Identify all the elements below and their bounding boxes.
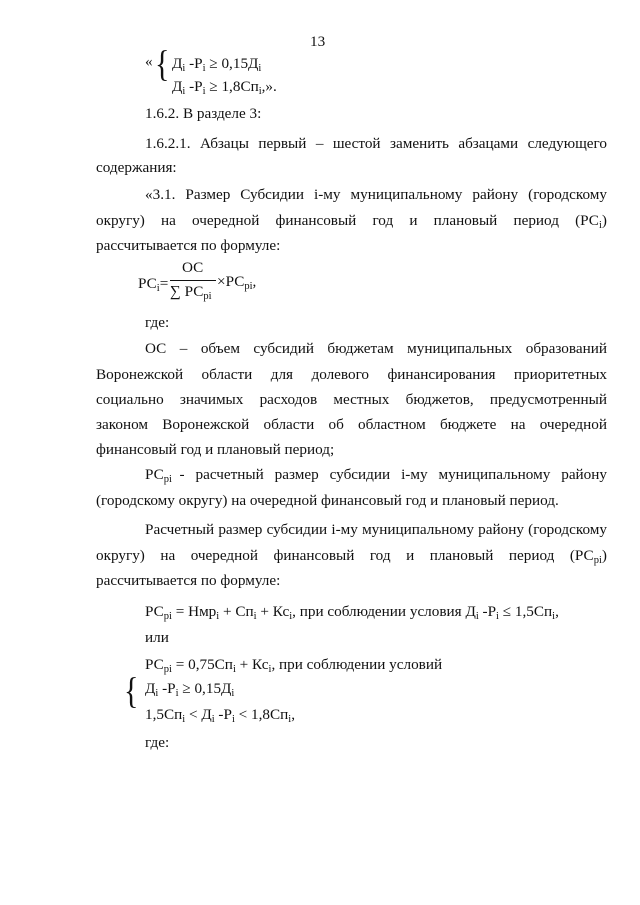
- fraction-bar: [170, 280, 216, 281]
- paragraph-calc-line: рассчитывается по формуле:: [96, 572, 281, 589]
- fraction-denominator: ∑ $РС_{pi}$: [170, 283, 212, 302]
- definition-os-line: Воронежской области для долевого финансирования приоритетных: [96, 366, 607, 383]
- open-quote: «: [145, 53, 153, 70]
- where-label: где:: [145, 314, 170, 331]
- paragraph-1-6-2-1-line: содержания:: [96, 159, 177, 176]
- or-label: или: [145, 629, 169, 646]
- formula-multiplier: $\times РС_{pi}$,: [217, 273, 257, 292]
- paragraph-3-1-line: рассчитывается по формуле:: [96, 237, 281, 254]
- paragraph-calc-line: округу) на очередной финансовый год и плановый период $(РС_{pi})$: [96, 547, 607, 566]
- definition-os-line: законом Воронежской области об областном бюджете на очередной: [96, 416, 607, 433]
- formula-2: $РС_{pi} = Нмр_i + Сп_i + Кс_i$, при соблюдении условия $Д_i$ $-P_i \le 1,5Сп_i$,: [145, 603, 559, 622]
- page-number: 13: [310, 33, 326, 50]
- paragraph-3-1-line: округу) на очередной финансовый год и плановый период $(РС_i)$: [96, 212, 607, 231]
- fraction-numerator: ОС: [182, 259, 204, 276]
- paragraph-1-6-2-1-line: 1.6.2.1. Абзацы первый – шестой заменить абзацами следующего: [145, 135, 607, 152]
- formula-lhs: $РС_i=$: [138, 275, 169, 294]
- paragraph-1-6-2: 1.6.2. В разделе 3:: [145, 105, 262, 122]
- definition-pc-line: (городскому округу) на очередной финансовый год и плановый период.: [96, 492, 559, 509]
- formula-3: $РС_{pi} = 0,75Сп_i + Кс_i$, при соблюдении условий: [145, 656, 443, 675]
- definition-os-line: ОС – объем субсидий бюджетам муниципальных образований: [145, 340, 607, 357]
- system-brace: {: [155, 43, 170, 85]
- definition-os-line: социально значимых расходов местных бюджетов, предусмотренный: [96, 391, 607, 408]
- definition-os-line: финансовый год и плановый период;: [96, 441, 335, 458]
- system-brace: {: [124, 670, 139, 712]
- definition-pc-line: $РС_{pi}$ - расчетный размер субсидии i-му муниципальному району: [145, 466, 607, 485]
- condition-line: $1,5Сп_i < Д_i$ $-P_i < 1,8Сп_i$,: [145, 706, 295, 725]
- condition-line: $Д_i$ $-P_i \ge 1,8Сп_i$,».: [172, 78, 277, 97]
- paragraph-calc-line: Расчетный размер субсидии i-му муниципальному району (городскому: [145, 521, 607, 538]
- where-label: где:: [145, 734, 170, 751]
- condition-line: $Д_i$ $-P_i \ge 0,15Д_i$: [145, 680, 235, 699]
- condition-line: $Д_i$ $-P_i \ge 0,15Д_i$: [172, 55, 262, 74]
- paragraph-3-1-line: «3.1. Размер Субсидии i-му муниципальному району (городскому: [145, 186, 607, 203]
